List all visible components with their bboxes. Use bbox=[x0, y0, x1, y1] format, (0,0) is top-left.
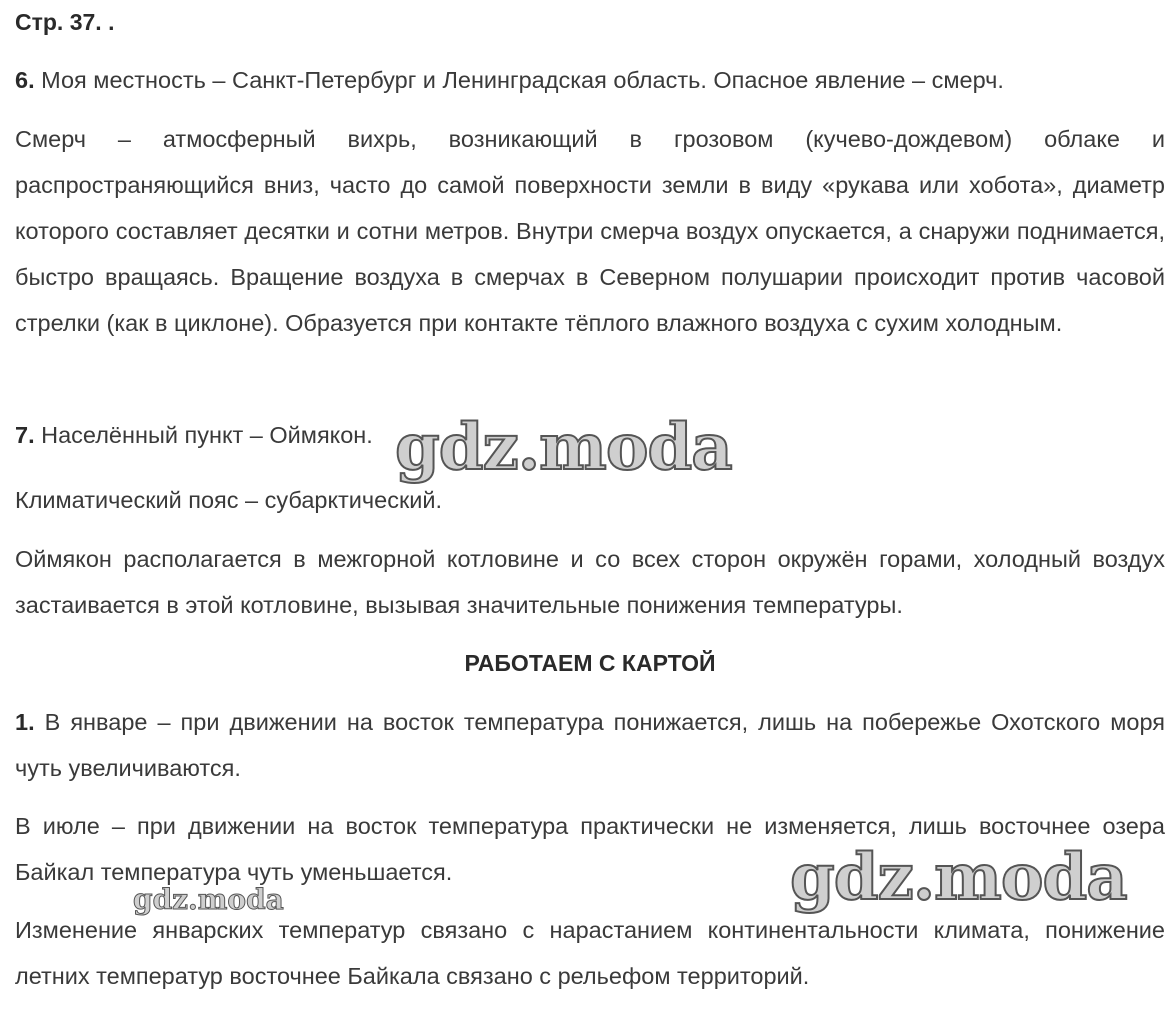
watermark-logo: gdz.moda bbox=[395, 410, 732, 485]
answer-7-settlement bbox=[15, 412, 1165, 458]
map-answer-july: В июле – при движении на восток температура практически не изменяется, лишь восточнее озера Байкал температура чуть уменьшается. bbox=[15, 813, 1165, 885]
answer-7-explanation: Оймякон располагается в межгорной котловине и со всех сторон окружён горами, холодный воздух застаивается в этой котловине, вызывая значительные понижения температуры. bbox=[15, 546, 1165, 618]
section-heading: РАБОТАЕМ С КАРТОЙ bbox=[464, 650, 716, 676]
answer-6-intro-text: Моя местность – Санкт-Петербург и Ленинградская область. Опасное явление – смерч. bbox=[34, 67, 1004, 93]
map-answer-number: 1. bbox=[15, 709, 35, 735]
map-answer-january-text: В январе – при движении на восток температура понижается, лишь на побережье Охотского моря чуть увеличиваются. bbox=[15, 709, 1165, 781]
answer-6-number: 6. bbox=[15, 67, 35, 93]
answer-6-intro bbox=[15, 57, 1165, 103]
map-answer-january bbox=[15, 699, 1165, 791]
answer-7-climate-belt: Климатический пояс – субарктический. bbox=[15, 487, 443, 513]
watermark-logo: gdz.moda bbox=[133, 883, 284, 916]
answer-7-number: 7. bbox=[15, 422, 35, 448]
watermark-logo: gdz.moda bbox=[790, 840, 1127, 915]
page-label: Стр. 37. . bbox=[15, 9, 115, 35]
map-answer-change: Изменение январских температур связано с нарастанием континентальности климата, понижение летних температур восточнее Байкала связано с рельефом территорий. bbox=[15, 917, 1165, 989]
answer-6-text: Смерч – атмосферный вихрь, возникающий в грозовом (кучево-дождевом) облаке и распространяющийся вниз, часто до самой поверхности земли в виду «рукава или хобота», диаметр которого составляет десятки и сотни метров. Внутри смерча воздух опускается, а снаружи поднимается, быстро вращаясь. Вращение воздуха в смерчах в Северном полушарии происходит против часовой стрелки (как в циклоне). Образуется при контакте тёплого влажного воздуха с сухим холодным. bbox=[15, 126, 1165, 336]
answer-7-settlement-text: Населённый пункт – Оймякон. bbox=[34, 422, 373, 448]
